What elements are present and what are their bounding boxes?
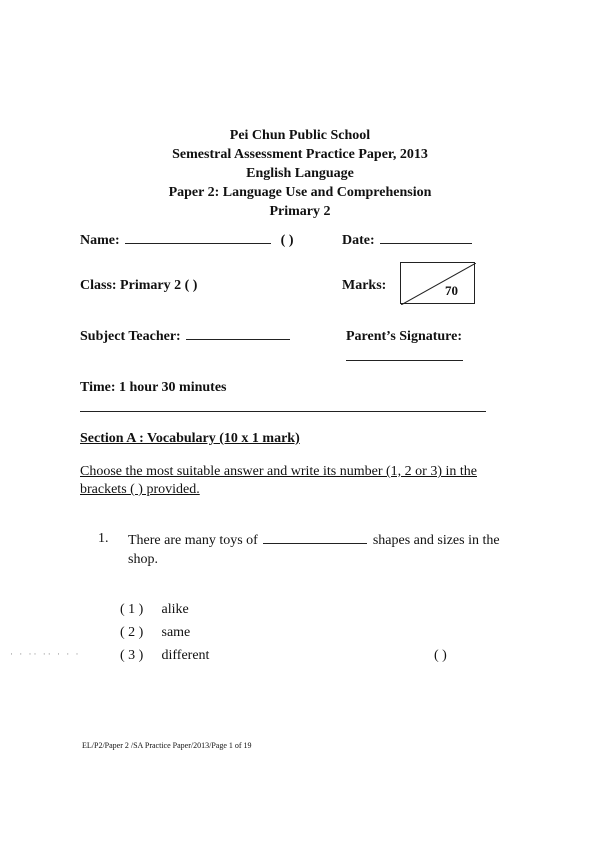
marks-total: 70: [445, 283, 458, 298]
date-label: Date:: [342, 233, 375, 248]
question-text-after: shapes and sizes in the shop.: [128, 533, 500, 567]
date-row: [342, 233, 474, 249]
option-1-number: ( 1 ): [120, 602, 144, 617]
option-2-number: ( 2 ): [120, 625, 144, 640]
marks-label: Marks:: [342, 278, 387, 293]
question-text: [128, 531, 508, 569]
register-number-bracket: ( ): [280, 233, 294, 248]
school-name: Pei Chun Public School: [229, 128, 371, 143]
question-number: 1.: [98, 531, 109, 546]
option-2-label: same: [161, 625, 191, 640]
option-3-number: ( 3 ): [120, 648, 144, 663]
teacher-label: Subject Teacher:: [80, 329, 181, 344]
scan-artifact-dots: · · ·· ·· · · ·: [10, 649, 81, 659]
teacher-row: [80, 329, 292, 345]
class-label: Class: Primary 2 ( ): [80, 278, 198, 293]
section-title: Section A : Vocabulary (10 x 1 mark): [80, 431, 300, 446]
section-instruction: Choose the most suitable answer and write its number (1, 2 or 3) in the brackets ( ) provided.: [80, 464, 477, 497]
subject-title: English Language: [246, 166, 354, 181]
option-1-label: alike: [161, 602, 189, 617]
time-label: Time: 1 hour 30 minutes: [80, 380, 227, 395]
name-row: [80, 233, 293, 249]
marks-diagonal: [401, 263, 476, 305]
answer-bracket[interactable]: ( ): [434, 648, 447, 663]
option-1: [120, 602, 189, 618]
separator-rule: [80, 411, 486, 412]
marks-box: [400, 262, 475, 304]
paper-header: [0, 126, 600, 221]
date-blank[interactable]: [380, 242, 472, 244]
class-row: [80, 278, 197, 294]
parent-signature-label: Parent’s Signature:: [346, 329, 463, 344]
teacher-blank[interactable]: [186, 338, 290, 340]
option-3-label: different: [161, 648, 210, 663]
level-title: Primary 2: [269, 204, 331, 219]
name-blank[interactable]: [125, 242, 271, 244]
component-title: Paper 2: Language Use and Comprehension: [168, 185, 432, 200]
option-2: [120, 625, 190, 641]
paper-title: Semestral Assessment Practice Paper, 2013: [172, 147, 428, 162]
question-text-before: There are many toys of: [128, 533, 258, 548]
question-blank[interactable]: [263, 542, 367, 544]
page-footer: EL/P2/Paper 2 /SA Practice Paper/2013/Page 1 of 19: [82, 741, 252, 750]
option-3: [120, 648, 209, 664]
name-label: Name:: [80, 233, 120, 248]
parent-signature-line[interactable]: [346, 360, 463, 361]
